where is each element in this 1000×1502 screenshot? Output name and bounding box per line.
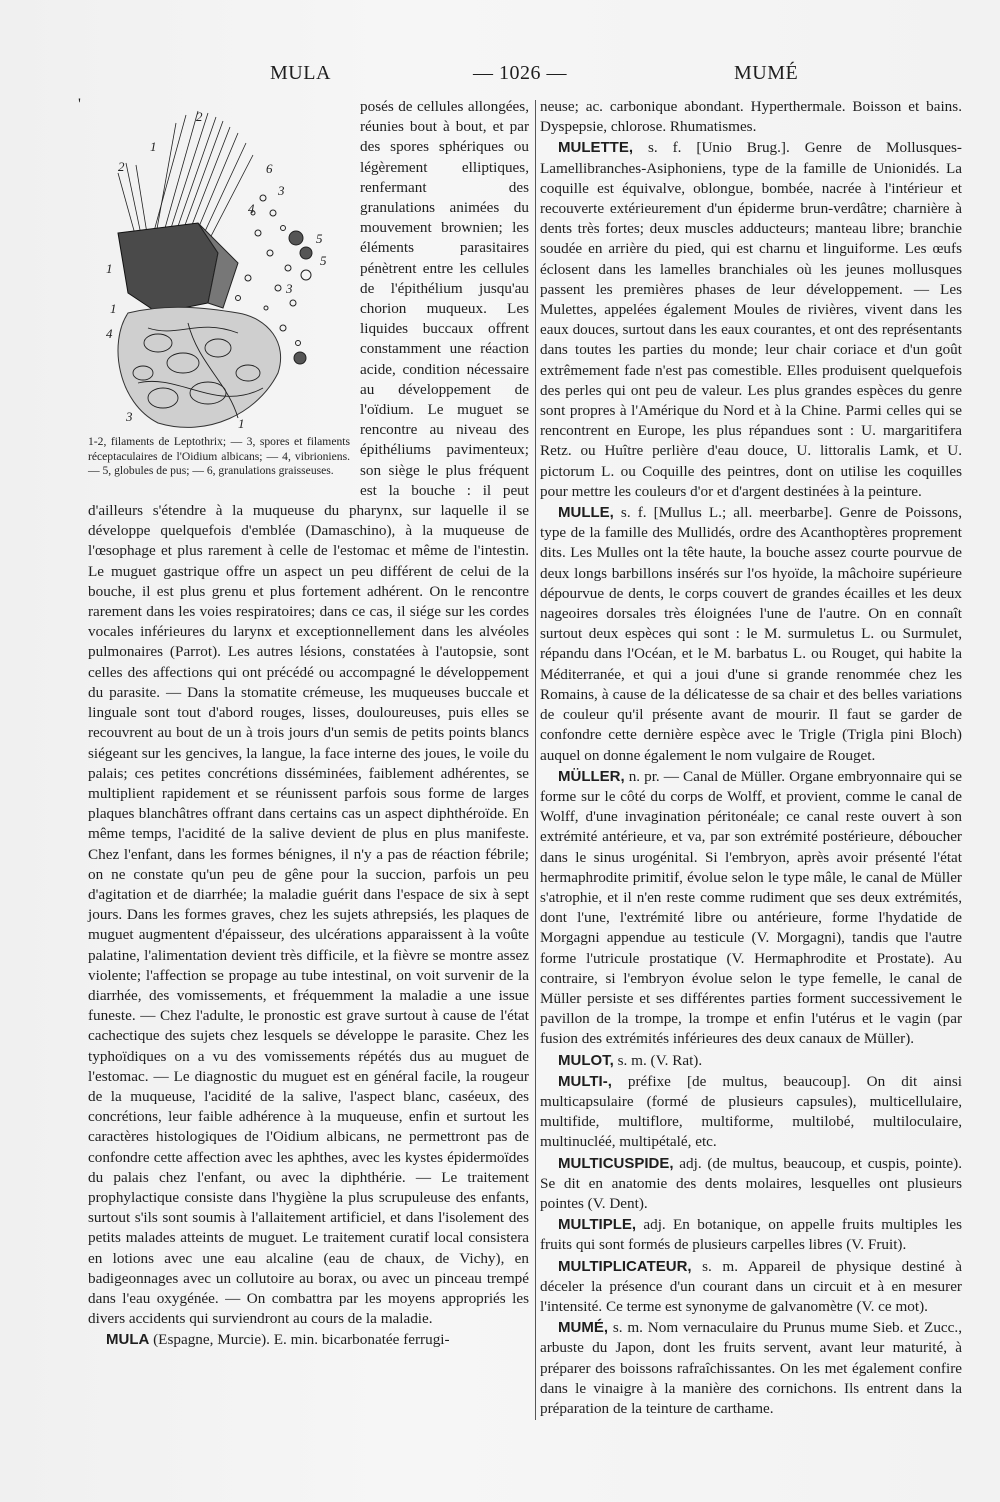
entry-muller [540, 767, 962, 1050]
entry-text: s. f. [Unio Brug.]. Genre de Mollusques-Lamellibranches-Asiphoniens, type de la famille de Unionidés. La coquille est équivalve, oblongue, bombée, nacrée à l'intérieur et recouverte extérieurement d'un épiderme brun-verdâtre; charnière à dents très fortes; deux muscles adducteurs; manteau libre; branchie soudée en arrière du pied, qui est charnu et linguiforme. Les œufs éclosent dans les lamelles branchiales où les jeunes mollusques passent les premières phases de leur développement. — Les Mulettes, appelées également Moules de rivières, vivent dans les eaux douces, surtout dans les eaux courantes, et ont des représentants dans toutes les parties du monde; leur chair coriace et d'un goût extrêmement fade n'est pas comestible. Elles produisent quelquefois des perles qui ont peu de valeur. Les plus grandes espèces du genre sont propres à l'Amérique du Nord et à la Chine. Parmi celles qui se rencontrent en Europe, les plus répandues sont : U. margaritifera Retz. ou Huître perlière d'eau douce, U. littoralis Lamk, et U. pictorum L. ou Coquille des peintres, dont on utilise les coquilles pour mettre les couleurs d'or et d'argent destinées à la peinture. [540, 139, 962, 500]
page-number: — 1026 — [473, 62, 567, 84]
header-right-word: MUMÉ [734, 62, 799, 84]
figure-caption-text: 1-2, filaments de Leptothrix; — 3, spores et filaments réceptaculaires de l'Oidium albicans; — 4, vibrioniens. — 5, globules de pus; — 6, granulations graisseuses. [88, 435, 350, 477]
headword: MULTIPLE, [558, 1216, 637, 1234]
figure-label: 1 [238, 416, 245, 431]
figure-label: 1 [110, 301, 117, 316]
entry-text: adj. (de multus, beaucoup, et cuspis, pointe). Se dit en anatomie des dents molaires, lesquelles ont plusieurs pointes (V. Dent). [540, 1154, 962, 1212]
headword: MULTIPLICATEUR, [558, 1257, 692, 1275]
headword: MULTICUSPIDE, [558, 1154, 674, 1172]
figure-label: 5 [316, 231, 323, 246]
figure-label: 1 [106, 261, 113, 276]
figure-label: 3 [126, 409, 133, 424]
entry-mulot [540, 1051, 962, 1071]
header-left-word: MULA [270, 62, 331, 84]
entry-mume [540, 1318, 962, 1419]
figure [88, 103, 350, 479]
headword: MULOT, [558, 1051, 614, 1069]
right-column [540, 97, 962, 1419]
entry-mulle [540, 503, 962, 766]
entry-multiplicateur [540, 1257, 962, 1318]
running-header [0, 62, 1000, 92]
figure-caption [88, 435, 350, 479]
entry-multicuspide [540, 1154, 962, 1215]
figure-label: 3 [278, 183, 285, 198]
entry-multiple [540, 1215, 962, 1255]
entry-mulette [540, 138, 962, 502]
headword: MULLE, [558, 504, 614, 522]
entry-text: préfixe [de multus, beaucoup]. On dit ainsi multicapsulaire (formé de plusieurs capsules), multicellulaire, multifide, multiflore, multiforme, multilobé, multiloculaire, multinucléé, multipétalé, etc. [540, 1072, 962, 1151]
headword: MUMÉ, [558, 1319, 608, 1337]
entry-multi [540, 1072, 962, 1153]
entry-text: s. f. [Mullus L.; all. meerbarbe]. Genre de Poissons, type de la famille des Mullidés, ordre des Acanthoptères proprement dits. Les Mulles ont la tête haute, la bouche assez courte pourvue de deux longs barbillons insérés sur l'os hyoïde, la mâchoire supérieure dépourvue de dents, le corps couvert de grandes écailles et les deux nageoires dorsales très éloignées l'une de l'autre. On en connaît surtout deux espèces qui sont : le M. surmuletus L. ou Surmulet, répandu dans l'Océan, et le M. barbatus L. ou Rouget, qui habite la Méditerranée, et qui a joui d'une si grande renommée chez les Romains, à cause de la délicatesse de sa chair et des belles variations de couleur qu'il présente avant de mourir. Il faut se garder de confondre cette dernière espèce avec le Trigle (Trigla pini Bloch) auquel on donne également le nom vulgaire de Rouget. [540, 504, 962, 764]
microscopy-illustration [88, 103, 350, 433]
figure-label: 2 [118, 159, 125, 174]
entry-text: adj. En botanique, on appelle fruits multiples les fruits qui sont formés de plusieurs carpelles libres (V. Fruit). [540, 1216, 962, 1254]
entry-mula [88, 1330, 529, 1350]
headword: MULETTE, [558, 139, 633, 157]
figure-label: 3 [286, 281, 293, 296]
mula-continuation: neuse; ac. carbonique abondant. Hyperthermale. Boisson et bains. Dyspepsie, chlorose. Rhumatismes. [540, 98, 962, 136]
left-column [88, 97, 529, 1351]
headword: MULA [106, 1331, 150, 1349]
figure-label: 4 [106, 326, 113, 341]
margin-mark: ' [78, 96, 81, 113]
entry-text: s. m. Appareil de physique destiné à déceler la présence d'un courant dans un circuit et à en mesurer l'intensité. Ce terme est synonyme de galvanomètre (V. ce mot). [540, 1257, 962, 1315]
entry-text: s. m. Nom vernaculaire du Prunus mume Sieb. et Zucc., arbuste du Japon, dont les fruits servent, avant leur maturité, à préparer des boissons rafraîchissantes. On les met également confire dans le vinaigre à la manière des cornichons. Ils entrent dans la préparation de la teinture de carthame. [540, 1319, 962, 1417]
entry-text: n. pr. — Canal de Müller. Organe embryonnaire qui se forme sur le côté du corps de Wolff, et provient, comme le canal de Wolff, d'une invagination péritonéale; ce canal reste ouvert à son extrémité antérieure, et va, par son extrémité postérieure, déboucher dans le sinus urogénital. Si l'embryon, après avoir présenté l'état hermaphrodite primitif, évolue selon le type mâle, le canal de Müller s'atrophie, et il n'en reste comme rudiment que ses deux extrémités, dont l'une, l'extrémité libre ou antérieure, forme l'hydatide de Morgagni appendue au testicule (V. Morgagni), tandis que l'autre forme l'utricule prostatique (V. Hermaphrodite et Prostate). Au contraire, si l'embryon évolue selon le type femelle, le canal de Müller persiste et ses différentes parties forment successivement le pavillon de la trompe, la trompe et enfin l'utérus et le vagin (par fusion des extrémités inférieures des deux canaux de Müller). [540, 767, 962, 1048]
figure-label: 1 [150, 139, 157, 154]
entry-text: s. m. (V. Rat). [613, 1051, 703, 1069]
figure-label: 2 [196, 109, 203, 124]
entry-text: (Espagne, Murcie). E. min. bicarbonatée ferrugi- [149, 1331, 450, 1349]
figure-label: 5 [320, 253, 327, 268]
headword: MULTI-, [558, 1072, 612, 1090]
figure-label: 6 [266, 161, 273, 176]
muguet-body-text: posés de cellules allongées, réunies bout à bout, et par des spores sphériques ou légèrement elliptiques, renfermant des granulations animées du mouvement brownien; les éléments parasitaires pénètrent entre les cellules de l'épithélium jusqu'au chorion muqueux. Les liquides buccaux offrent constamment une réaction acide, condition nécessaire au développement de l'oïdium. Le muguet se rencontre au niveau des épithéliums pavimenteux; son siège le plus fréquent est la bouche : il peut d'ailleurs s'étendre à la muqueuse du pharynx, sur laquelle il se développe quelquefois d'emblée (Damaschino), à la muqueuse de l'œsophage et plus rarement à celle de l'estomac et même de l'intestin. Le muguet gastrique offre un aspect un peu différent de celui de la bouche, il est plus grenu et plus fortement adhérent. On le rencontre rarement dans les voies respiratoires; dans ce cas, il siége sur les cordes vocales inférieures du larynx et exceptionnellement dans les alvéoles pulmonaires (Parrot). Les autres lésions, constatées à l'autopsie, sont celles des affections qui ont précédé ou accompagné le développement du parasite. — Dans la stomatite crémeuse, les muqueuses buccale et linguale sont tout d'abord rouges, lisses, douloureuses, puis elles se recouvrent au bout de un à trois jours d'un semis de petits points blancs siégeant sur les gencives, la langue, la face interne des joues, le voile du palais; ces petites concrétions disséminées, faiblement adhérentes, se multiplient rapidement et se réunissent parfois sous forme de larges plaques blanchâtres offrant dans certains cas un aspect diphthéroïde. En même temps, l'acidité de la salive devient de plus en plus manifeste. Chez l'enfant, dans les formes bénignes, il n'y a pas de réaction fébrile; on ne constate qu'un peu de gêne pour la succion, parfois un peu d'agitation et de diarrhée; la maladie guérit dans l'espace de six à sept jours. Dans les formes graves, chez les sujets athrepsiés, les plaques de muguet augmentent d'épaisseur, des ulcérations apparaissent à la voûte palatine, l'alimentation devient très difficile, et la fièvre se montre assez violente; l'affection se propage au tube intestinal, on voit survenir de la diarrhée, des vomissements, et fréquemment la maladie a une issue funeste. — Chez l'adulte, le pronostic est grave surtout à cause de l'état cachectique des sujets chez lesquels se développe le parasite. Chez les typhoïdiques on a vu des vomissements répétés dus au muguet de l'estomac. — Le diagnostic du muguet est en général facile, la rougeur de la muqueuse, l'acidité de la salive, l'aspect blanc, caséeux, des concrétions, leur faible adhérence à la muqueuse, enfin et surtout les caractères histologiques de l'Oidium albicans, ne permettront pas de confondre cette affection avec les aphthes, avec les kystes épidermoïdes du palais chez l'enfant, ou avec la diphthérie. — Le traitement prophylactique consiste dans l'hygiène la plus scrupuleuse des enfants, surtout s'ils sont soumis à l'allaitement artificiel, et dans l'isolement des petits malades atteints de muguet. Le traitement curatif local consistera en lotions avec une eau alcaline (eau de chaux, de Vichy), en badigeonnages avec un collutoire au borax, ou avec un pinceau trempé dans l'eau oxygénée. — On combattra par les moyens appropriés les divers accidents qui surviendront au cours de la maladie. [88, 98, 529, 1328]
column-divider [535, 100, 536, 1420]
headword: MÜLLER, [558, 767, 625, 785]
figure-label: 4 [248, 201, 255, 216]
